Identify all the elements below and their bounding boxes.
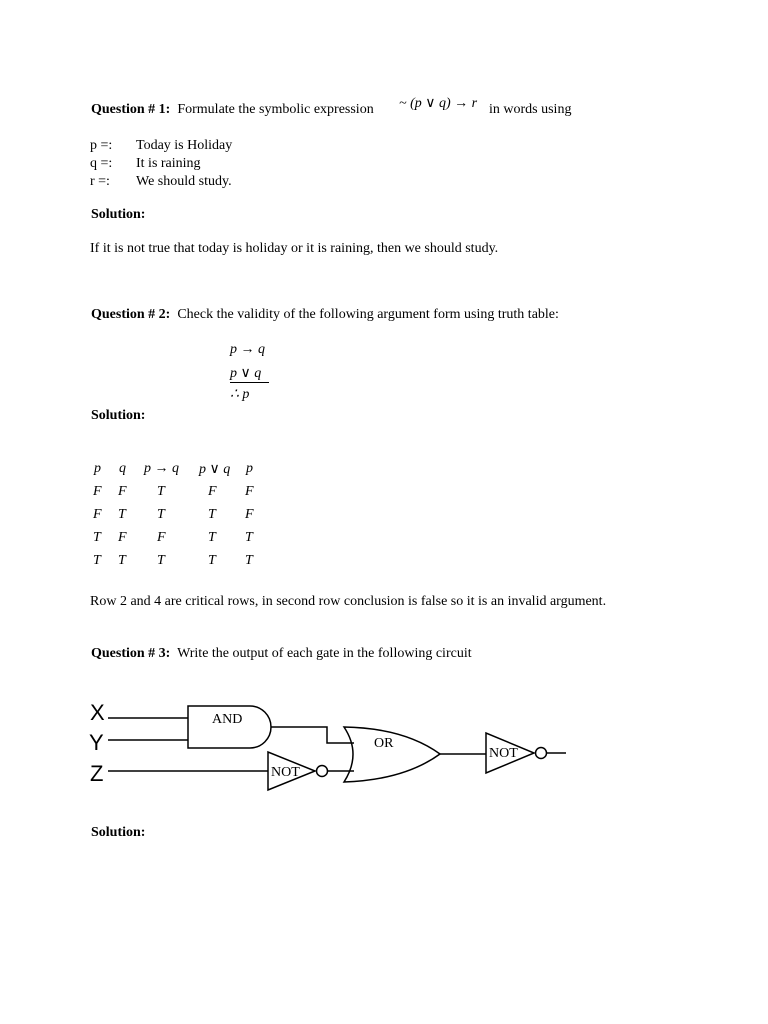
- question-1-label: Question # 1:: [91, 102, 171, 117]
- table-cell: F: [208, 484, 217, 499]
- question-3-text: Write the output of each gate in the following circuit: [177, 646, 472, 661]
- table-cell: T: [245, 553, 253, 568]
- premise-1: p → q: [230, 342, 265, 357]
- table-cell: F: [245, 507, 254, 522]
- question-1-text: Formulate the symbolic expression: [177, 102, 374, 117]
- not-gate-2-bubble: [536, 748, 547, 759]
- question-2-solution-label: Solution:: [91, 408, 146, 423]
- input-label-y: Y: [89, 730, 104, 755]
- table-header-p-or-q: p ∨ q: [199, 462, 231, 477]
- logic-circuit-diagram: [0, 690, 768, 810]
- question-1-solution-text: If it is not true that today is holiday or it is raining, then we should study.: [90, 241, 499, 256]
- not-gate-1-label: NOT: [271, 765, 300, 780]
- input-label-z: Z: [90, 761, 104, 786]
- table-cell: F: [157, 530, 166, 545]
- definition-var-p: p =:: [90, 138, 113, 153]
- table-cell: T: [118, 553, 126, 568]
- table-header-p: p: [94, 461, 101, 476]
- table-cell: T: [208, 553, 216, 568]
- table-cell: T: [157, 507, 165, 522]
- question-3-header: [91, 645, 472, 662]
- definition-meaning-q: It is raining: [136, 156, 201, 171]
- question-2-label: Question # 2:: [91, 307, 171, 322]
- wire-and-to-or: [271, 727, 354, 743]
- question-1-solution-label: Solution:: [91, 207, 146, 222]
- table-cell: F: [93, 484, 102, 499]
- definition-meaning-r: We should study.: [136, 174, 232, 189]
- definition-var-r: r =:: [90, 174, 110, 189]
- question-2-conclusion-text: Row 2 and 4 are critical rows, in second row conclusion is false so it is an invalid argument.: [90, 594, 607, 609]
- table-cell: T: [157, 553, 165, 568]
- table-header-conclusion-p: p: [246, 461, 253, 476]
- definition-var-q: q =:: [90, 156, 113, 171]
- and-gate-label: AND: [212, 712, 243, 727]
- table-cell: F: [93, 507, 102, 522]
- table-cell: F: [245, 484, 254, 499]
- argument-conclusion: ∴ p: [230, 387, 250, 402]
- question-1-tail: in words using: [489, 102, 572, 117]
- question-3-label: Question # 3:: [91, 646, 171, 661]
- table-header-p-implies-q: p → q: [144, 461, 179, 476]
- table-cell: T: [245, 530, 253, 545]
- table-cell: F: [118, 530, 127, 545]
- definition-meaning-p: Today is Holiday: [136, 138, 233, 153]
- table-cell: F: [118, 484, 127, 499]
- table-cell: T: [157, 484, 165, 499]
- table-header-q: q: [119, 461, 126, 476]
- table-cell: T: [208, 530, 216, 545]
- question-3-solution-label: Solution:: [91, 825, 146, 840]
- question-1-header: [91, 101, 374, 118]
- premise-2: p ∨ q: [230, 365, 269, 383]
- table-cell: T: [208, 507, 216, 522]
- input-label-x: X: [90, 700, 105, 725]
- not-gate-1-bubble: [317, 766, 328, 777]
- not-gate-2-label: NOT: [489, 746, 518, 761]
- table-cell: T: [93, 530, 101, 545]
- question-2-header: [91, 306, 559, 323]
- question-2-text: Check the validity of the following argument form using truth table:: [177, 307, 559, 322]
- or-gate-label: OR: [374, 736, 394, 751]
- question-1-expression: ~ (p ∨ q) → r: [399, 96, 478, 111]
- table-cell: T: [93, 553, 101, 568]
- table-cell: T: [118, 507, 126, 522]
